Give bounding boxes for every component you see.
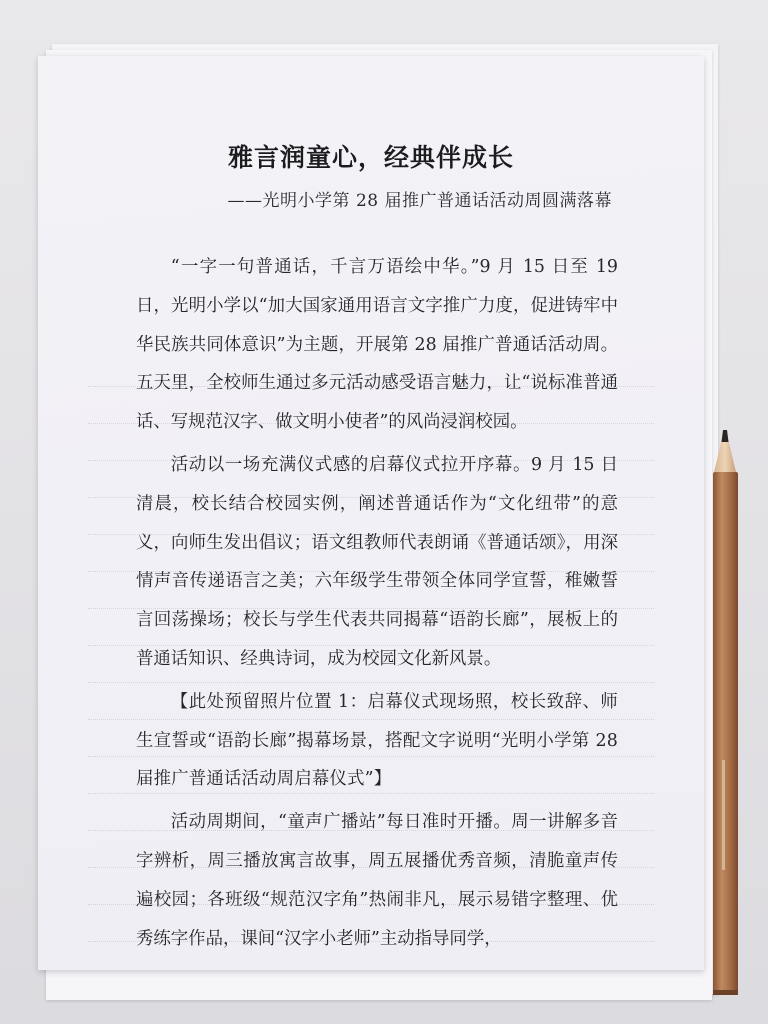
document-title: 雅言润童心，经典伴成长	[227, 143, 514, 172]
document-subtitle: ——光明小学第 28 届推广普通话活动周圆满落幕	[227, 191, 612, 211]
paragraph-activities: 活动周期间，“童声广播站”每日准时开播。周一讲解多音字辨析，周三播放寓言故事，周五展播优秀音频，清脆童声传遍校园；各班级“规范汉字角”热闹非凡，展示易错字整理、优秀练字作品，课间“汉字小老师”主动指导同学，	[136, 812, 618, 949]
photo-placeholder-note: 【此处预留照片位置 1：启幕仪式现场照，校长致辞、师生宣誓或“语韵长廊”揭幕场景，搭配文字说明“光明小学第 28 届推广普通话活动周启幕仪式”】	[136, 691, 618, 790]
pencil-icon	[710, 430, 746, 996]
document-body	[136, 248, 618, 962]
document-page	[38, 56, 704, 970]
paragraph-intro: “一字一句普通话，千言万语绘中华。”9 月 15 日至 19 日，光明小学以“加大国家通用语言文字推广力度，促进铸牢中华民族共同体意识”为主题，开展第 28 届推广普通话活动周。五天里，全校师生通过多元活动感受语言魅力，让“说标准普通话、写规范汉字、做文明小使者”的风尚浸润校园。	[136, 257, 618, 433]
paragraph-ceremony: 活动以一场充满仪式感的启幕仪式拉开序幕。9 月 15 日清晨，校长结合校园实例，阐述普通话作为“文化纽带”的意义，向师生发出倡议；语文组教师代表朗诵《普通话颂》，用深情声音传递语言之美；六年级学生带领全体同学宣誓，稚嫩誓言回荡操场；校长与学生代表共同揭幕“语韵长廊”，展板上的普通话知识、经典诗词，成为校园文化新风景。	[136, 454, 618, 669]
